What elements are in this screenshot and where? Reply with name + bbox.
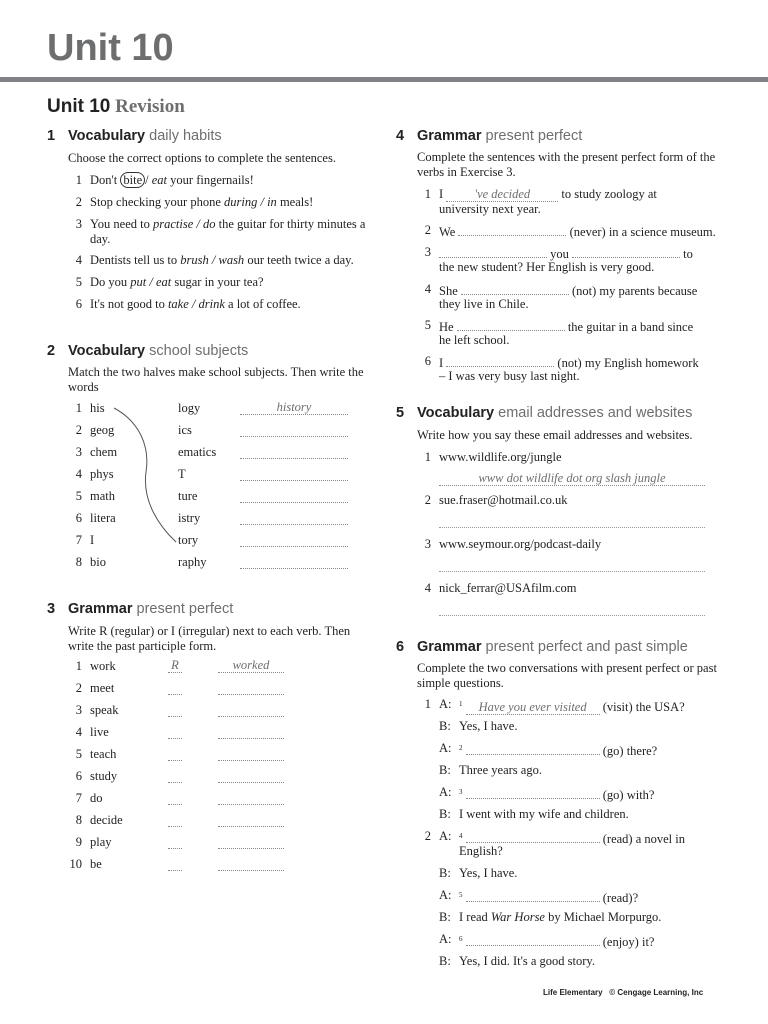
address: www.seymour.org/podcast-daily [439, 537, 602, 551]
section-3-instructions: Write R (regular) or I (irregular) next to each verb. Then write the past participle form. [68, 624, 351, 653]
item-number: 2 [424, 493, 431, 507]
item-number: 1 [75, 659, 82, 673]
answer-field[interactable] [466, 933, 600, 946]
section-2-heading [47, 342, 248, 360]
item-number: 4 [424, 282, 431, 296]
item-text: She [439, 284, 461, 298]
item-number: 2 [75, 681, 82, 695]
item-text: the guitar in a band since [564, 320, 694, 334]
participle-field[interactable] [218, 813, 284, 827]
answer-field[interactable] [466, 889, 600, 902]
item-text: Don't [90, 173, 121, 187]
participle-field[interactable] [218, 747, 284, 761]
item-text: (not) my parents because [568, 284, 698, 298]
option-text: practise / do [152, 217, 216, 231]
item-text: sugar in your tea? [171, 275, 264, 289]
item-number: 3 [75, 217, 82, 231]
gap-number: 1 [459, 700, 463, 708]
verb: do [90, 791, 103, 805]
answer-field[interactable] [240, 423, 348, 437]
section-type: Vocabulary [68, 343, 146, 359]
answer-field[interactable] [466, 830, 600, 843]
section-1-instructions: Choose the correct options to complete the sentences. [68, 151, 336, 165]
word-start: phys [90, 467, 114, 481]
item-number: 3 [424, 245, 431, 259]
answer-field[interactable] [240, 511, 348, 525]
item-continuation: – I was very busy last night. [439, 369, 580, 383]
participle-field[interactable] [218, 681, 284, 695]
line-text: (enjoy) it? [599, 935, 655, 950]
item-text: the guitar for thirty minutes a day. [90, 217, 366, 246]
answer-field[interactable] [466, 786, 600, 799]
item-number: 6 [75, 297, 82, 311]
line-text: (visit) the USA? [599, 700, 685, 715]
answer-field[interactable] [240, 555, 348, 569]
item-number: 5 [75, 747, 82, 761]
item-text: You need to [90, 217, 153, 231]
answer-field[interactable] [466, 742, 600, 755]
regular-field[interactable] [168, 703, 182, 717]
address: www.wildlife.org/jungle [439, 450, 562, 464]
answer-field[interactable] [240, 445, 348, 459]
answer-field[interactable] [458, 223, 566, 236]
item-number: 2 [424, 223, 431, 237]
answer-field[interactable] [439, 245, 547, 258]
option-text: put / eat [130, 275, 172, 289]
participle-field[interactable] [218, 835, 284, 849]
item-text: (never) in a science museum. [566, 225, 716, 239]
answer-field[interactable] [240, 489, 348, 503]
section-4-instructions: Complete the sentences with the present perfect form of the verbs in Exercise 3. [417, 150, 716, 179]
regular-field[interactable] [168, 835, 182, 849]
gap-number: 4 [459, 832, 463, 840]
item-continuation: he left school. [439, 333, 510, 347]
item-number: 2 [75, 195, 82, 209]
item-number: 7 [75, 791, 82, 805]
answer-field[interactable] [240, 533, 348, 547]
answer-field[interactable]: www dot wildlife dot org slash jungle [439, 471, 705, 486]
section-type: Grammar [68, 601, 133, 617]
item-number: 4 [75, 467, 82, 481]
item-text: to study zoology at [558, 187, 657, 201]
answer-field[interactable]: history [240, 401, 348, 415]
verb: live [90, 725, 109, 739]
answer-field[interactable] [439, 571, 705, 572]
line-text: Yes, I have. [459, 866, 518, 880]
book-name: Life Elementary [543, 988, 603, 997]
participle-field[interactable] [218, 857, 284, 871]
unit-title: Unit 10 [47, 27, 174, 69]
answer-field[interactable]: 've decided [446, 188, 558, 202]
speaker: B: [439, 910, 451, 924]
item-text: your fingernails! [167, 173, 254, 187]
item-number: 3 [75, 703, 82, 717]
section-type: Grammar [417, 639, 482, 655]
item-text: (not) my English homework [554, 356, 699, 370]
item-text: / [145, 173, 152, 187]
word-end: istry [178, 511, 201, 525]
item-number: 5 [75, 489, 82, 503]
item-number: 8 [75, 813, 82, 827]
line-text: by Michael Morpurgo. [544, 910, 662, 924]
item-text: meals! [276, 195, 314, 209]
word-end: ics [178, 423, 192, 437]
line-text: Three years ago. [459, 763, 542, 777]
section-6-heading [396, 638, 688, 656]
item-text: to [680, 247, 693, 261]
item-text: our teeth twice a day. [244, 253, 354, 267]
revision-unit: Unit 10 [47, 96, 111, 117]
item-continuation: they live in Chile. [439, 297, 529, 311]
section-topic: email addresses and websites [498, 405, 693, 421]
item-text: It's not good to [90, 297, 168, 311]
speaker: B: [439, 866, 451, 880]
answer-field[interactable] [439, 615, 705, 616]
item-text: He [439, 320, 457, 334]
section-number: 2 [47, 343, 56, 359]
item-number: 1 [75, 173, 82, 187]
address: sue.fraser@hotmail.co.uk [439, 493, 568, 507]
word-start: litera [90, 511, 116, 525]
copyright: © Cengage Learning, Inc [609, 988, 704, 997]
word-start: geog [90, 423, 115, 437]
item-number: 6 [75, 769, 82, 783]
gap-number: 6 [459, 935, 463, 943]
speaker: B: [439, 954, 451, 968]
item-continuation: the new student? Her English is very good. [439, 260, 655, 274]
line-text: (go) with? [599, 788, 655, 803]
section-type: Vocabulary [68, 128, 146, 144]
regular-field[interactable] [168, 725, 182, 739]
item-number: 5 [424, 318, 431, 332]
item-number: 6 [75, 511, 82, 525]
line-continuation: English? [459, 844, 503, 858]
regular-field[interactable] [168, 857, 182, 871]
section-type: Vocabulary [417, 405, 495, 421]
item-number: 3 [424, 537, 431, 551]
conversation-number: 2 [424, 829, 431, 843]
option-text: eat [151, 173, 168, 187]
speaker: A: [439, 932, 452, 946]
regular-field[interactable]: R [168, 659, 182, 673]
item-number: 1 [75, 401, 82, 415]
speaker: A: [439, 697, 452, 711]
line-text: I went with my wife and children. [459, 807, 629, 821]
line-text: Yes, I did. It's a good story. [459, 954, 595, 968]
header-rule [0, 77, 768, 82]
item-text: I [439, 356, 447, 370]
section-type: Grammar [417, 128, 482, 144]
item-number: 9 [75, 835, 82, 849]
gap-number: 3 [459, 788, 463, 796]
circled-answer: bite [120, 172, 145, 188]
word-end: T [178, 467, 186, 481]
section-topic: present perfect [136, 601, 234, 617]
section-number: 6 [396, 639, 405, 655]
gap-number: 2 [459, 744, 463, 752]
line-text: (read)? [599, 891, 639, 906]
address: nick_ferrar@USAfilm.com [439, 581, 577, 595]
section-2-instructions: Match the two halves make school subjects. Then write the words [68, 365, 364, 394]
item-number: 8 [75, 555, 82, 569]
regular-field[interactable] [168, 813, 182, 827]
section-6-instructions: Complete the two conversations with present perfect or past simple questions. [417, 661, 717, 690]
section-4-heading [396, 127, 582, 145]
item-text: Stop checking your phone [90, 195, 225, 209]
revision-word: Revision [115, 96, 185, 117]
answer-field[interactable] [461, 282, 569, 295]
section-topic: daily habits [149, 128, 222, 144]
section-number: 3 [47, 601, 56, 617]
item-text: a lot of coffee. [224, 297, 301, 311]
word-end: logy [178, 401, 201, 415]
answer-field[interactable] [240, 467, 348, 481]
participle-field[interactable]: worked [218, 659, 284, 673]
item-text: We [439, 225, 459, 239]
item-number: 4 [424, 581, 431, 595]
section-number: 5 [396, 405, 405, 421]
item-number: 2 [75, 423, 82, 437]
section-1-heading [47, 127, 222, 145]
word-start: chem [90, 445, 118, 459]
verb: study [90, 769, 118, 783]
word-start: his [90, 401, 105, 415]
participle-field[interactable] [218, 791, 284, 805]
item-number: 6 [424, 354, 431, 368]
regular-field[interactable] [168, 681, 182, 695]
regular-field[interactable] [168, 769, 182, 783]
item-number: 10 [69, 857, 82, 871]
answer-field[interactable] [572, 245, 680, 258]
footer [543, 988, 703, 997]
speaker: B: [439, 719, 451, 733]
word-start: bio [90, 555, 106, 569]
section-3-heading [47, 600, 233, 618]
item-number: 1 [424, 187, 431, 201]
verb: meet [90, 681, 115, 695]
word-start: I [90, 533, 95, 547]
answer-field[interactable] [439, 527, 705, 528]
section-5-heading [396, 404, 692, 422]
speaker: A: [439, 888, 452, 902]
option-text: during / in [224, 195, 277, 209]
verb: play [90, 835, 112, 849]
section-5-instructions: Write how you say these email addresses and websites. [417, 428, 693, 442]
regular-field[interactable] [168, 791, 182, 805]
item-number: 7 [75, 533, 82, 547]
speaker: A: [439, 741, 452, 755]
line-text: (read) a novel in [599, 832, 686, 847]
line-text: (go) there? [599, 744, 658, 759]
item-text: Do you [90, 275, 131, 289]
item-continuation: university next year. [439, 202, 541, 216]
gap-number: 5 [459, 891, 463, 899]
word-end: ture [178, 489, 198, 503]
speaker: A: [439, 829, 452, 843]
item-number: 1 [424, 450, 431, 464]
item-number: 3 [75, 445, 82, 459]
section-number: 4 [396, 128, 405, 144]
answer-field[interactable]: Have you ever visited [466, 701, 600, 715]
item-text: you [547, 247, 572, 261]
revision-title [47, 95, 185, 119]
verb: speak [90, 703, 119, 717]
section-number: 1 [47, 128, 56, 144]
word-start: math [90, 489, 115, 503]
answer-field[interactable] [446, 354, 554, 367]
item-number: 5 [75, 275, 82, 289]
verb: be [90, 857, 102, 871]
speaker: B: [439, 807, 451, 821]
verb: decide [90, 813, 123, 827]
participle-field[interactable] [218, 769, 284, 783]
item-text: Dentists tell us to [90, 253, 181, 267]
option-text: brush / wash [180, 253, 245, 267]
item-number: 4 [75, 725, 82, 739]
word-end: ematics [178, 445, 217, 459]
section-topic: school subjects [149, 343, 249, 359]
line-text: Yes, I have. [459, 719, 518, 733]
word-end: raphy [178, 555, 207, 569]
verb: teach [90, 747, 117, 761]
book-title: War Horse [490, 910, 545, 924]
section-topic: present perfect [485, 128, 583, 144]
line-text: I read [459, 910, 491, 924]
verb: work [90, 659, 116, 673]
regular-field[interactable] [168, 747, 182, 761]
speaker: A: [439, 785, 452, 799]
section-topic: present perfect and past simple [485, 639, 688, 655]
item-number: 4 [75, 253, 82, 267]
option-text: take / drink [167, 297, 225, 311]
conversation-number: 1 [424, 697, 431, 711]
word-end: tory [178, 533, 199, 547]
answer-field[interactable] [457, 318, 565, 331]
item-text: I [439, 187, 447, 201]
speaker: B: [439, 763, 451, 777]
participle-field[interactable] [218, 725, 284, 739]
participle-field[interactable] [218, 703, 284, 717]
